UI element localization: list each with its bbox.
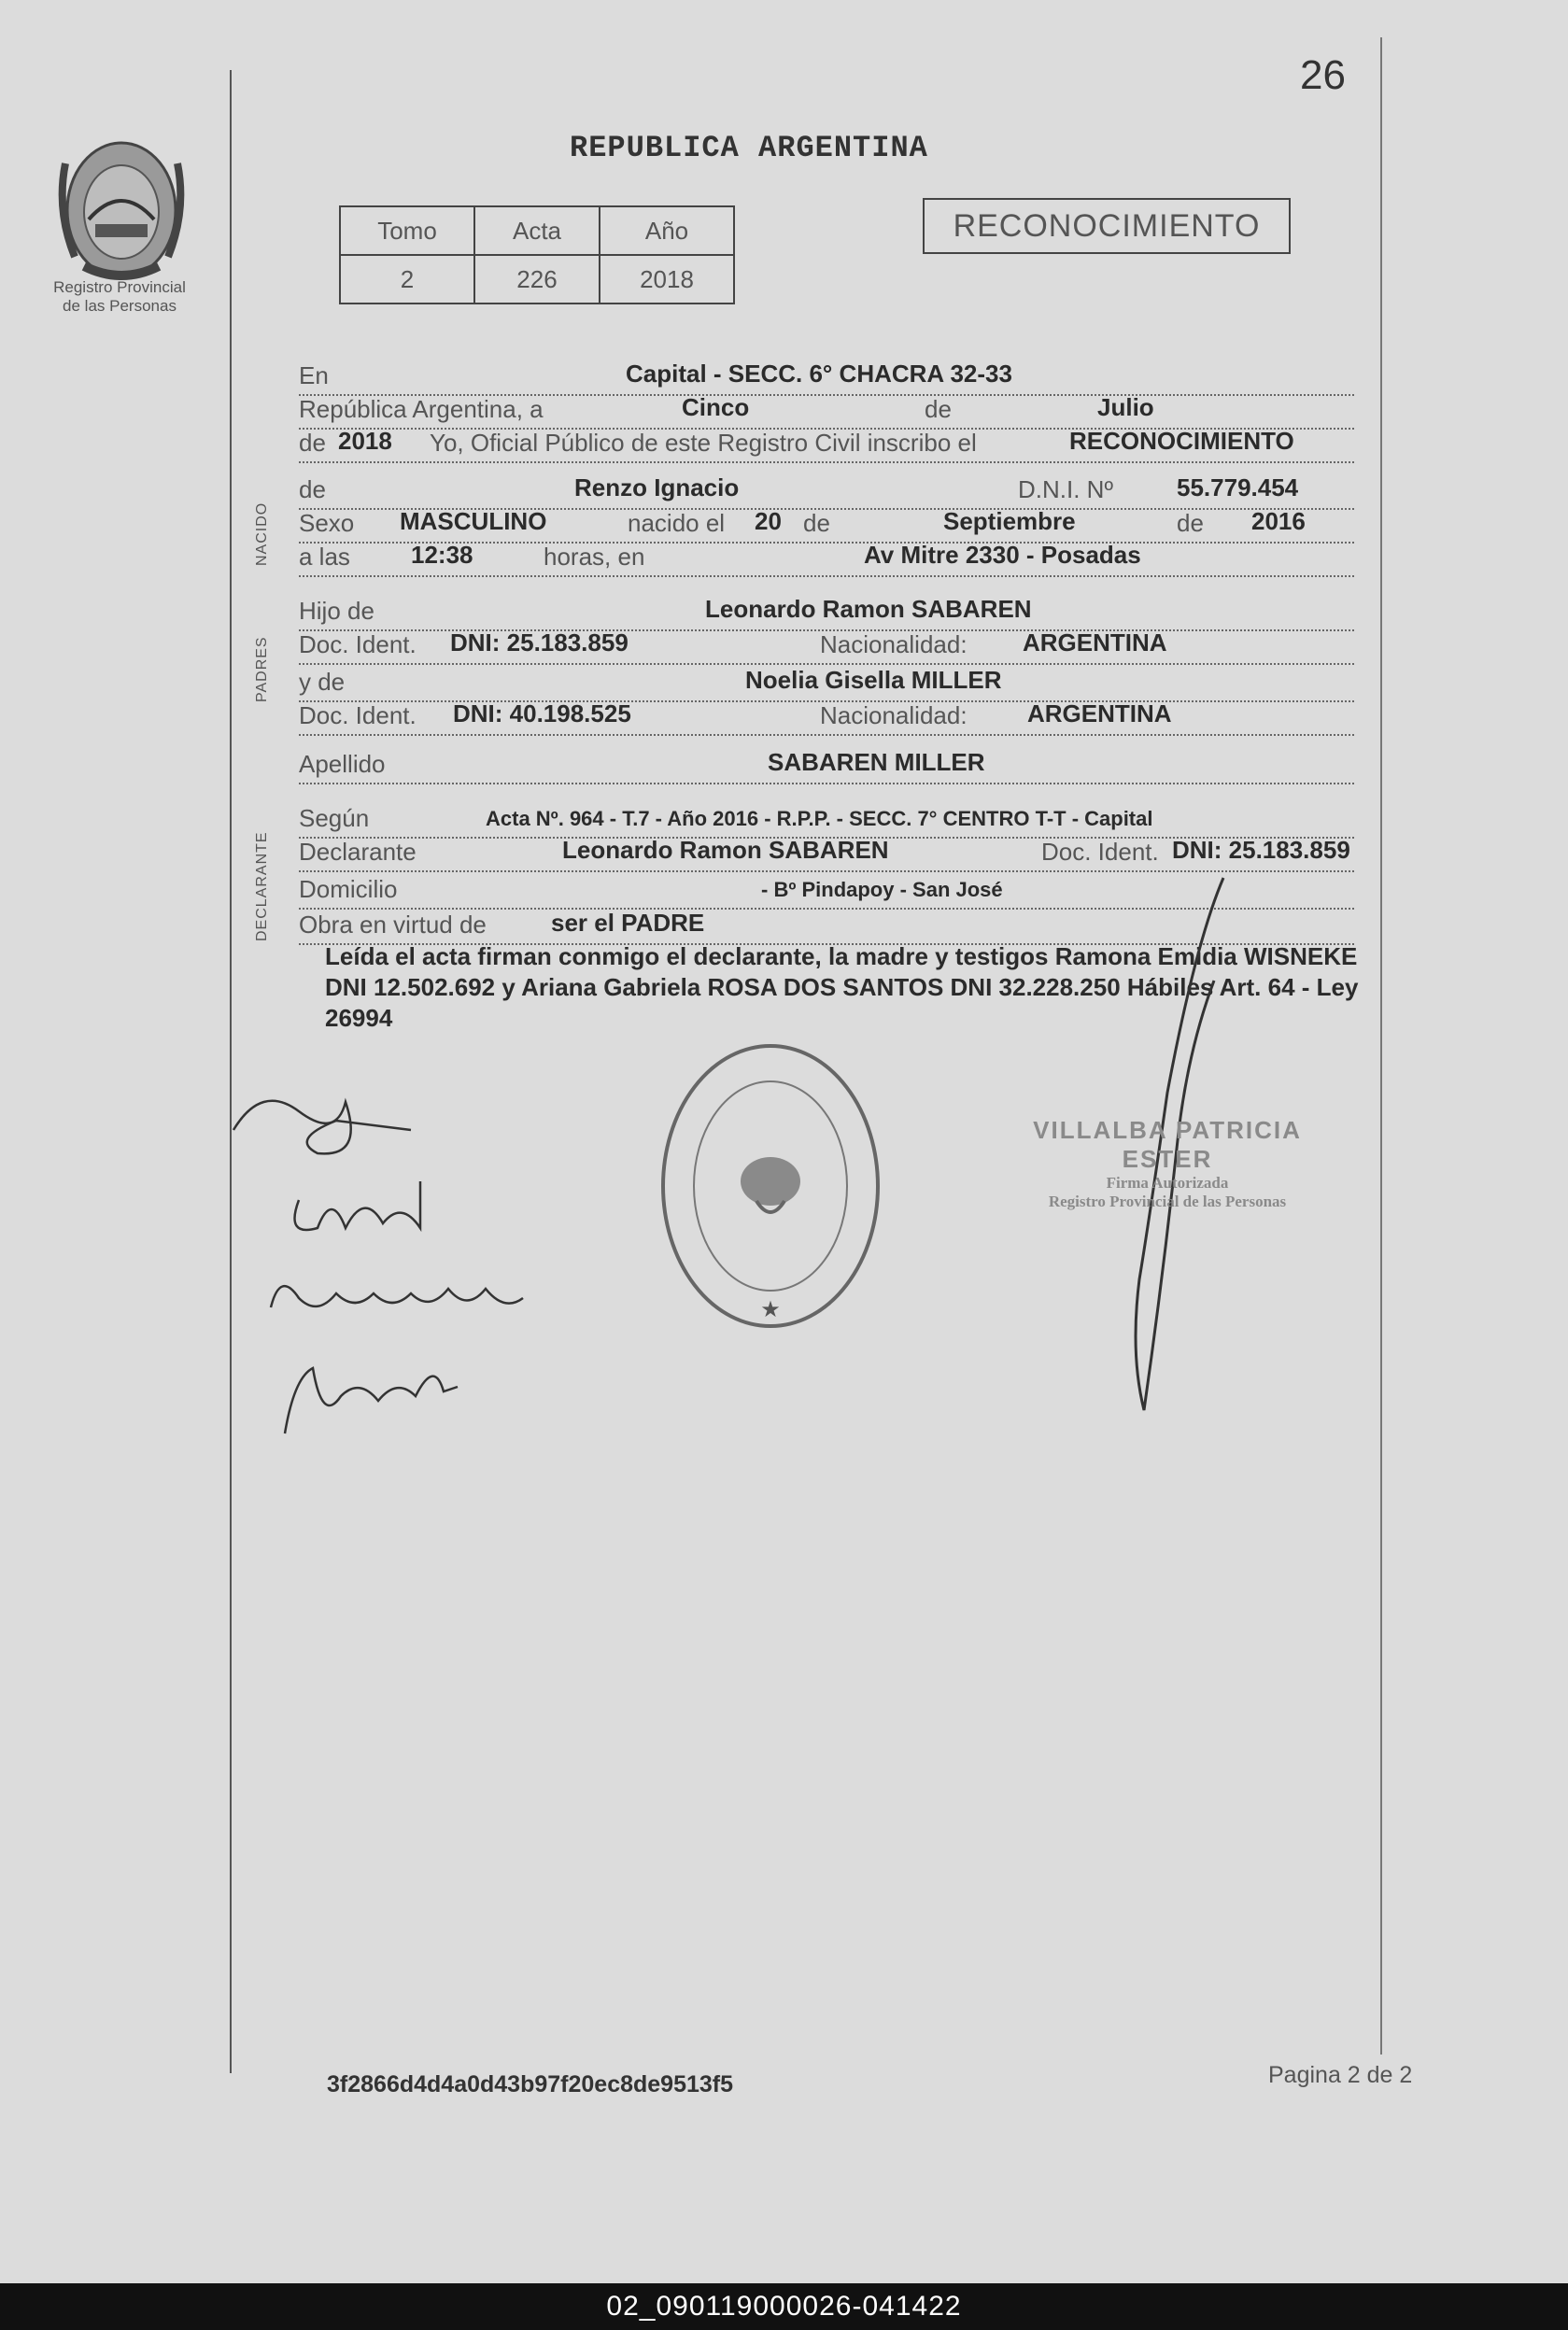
row-padre: [299, 595, 1354, 631]
page-count: Pagina 2 de 2: [1268, 2062, 1413, 2088]
register-table: [339, 205, 735, 304]
row-anio-inscribo: [299, 427, 1354, 463]
left-margin-line: [230, 70, 232, 2073]
label-madre-nacionalidad: Nacionalidad:: [820, 701, 968, 729]
label-nac-de: de: [803, 509, 830, 537]
officer-stamp: [990, 1116, 1345, 1211]
side-label-padres: PADRES: [254, 636, 270, 702]
row-hora-lugar: [299, 541, 1354, 577]
page-number: 26: [1300, 52, 1346, 98]
value-lugar-inscripcion: Capital - SECC. 6° CHACRA 32-33: [626, 360, 1012, 388]
value-dni: 55.779.454: [1177, 473, 1299, 501]
label-padre-doc: Doc. Ident.: [299, 630, 417, 658]
label-padre-nacionalidad: Nacionalidad:: [820, 630, 968, 658]
label-horas-en: horas, en: [544, 543, 645, 571]
witness-ramona-signature: [261, 1261, 542, 1326]
logo-caption-line-1: Registro Provincial: [53, 278, 186, 296]
label-nacido-el: nacido el: [628, 509, 726, 537]
svg-text:★: ★: [760, 1296, 781, 1322]
register-value-tomo: 2: [340, 255, 474, 304]
logo-caption: [35, 278, 204, 316]
logo-caption-line-2: de las Personas: [63, 297, 177, 315]
value-nombre: Renzo Ignacio: [574, 473, 740, 501]
register-value-acta: 226: [474, 255, 600, 304]
label-inscribo: Yo, Oficial Público de este Registro Civil inscribo el: [430, 429, 977, 457]
row-declarante: [299, 836, 1354, 872]
value-tipo-inscripcion: RECONOCIMIENTO: [1069, 427, 1294, 455]
label-y-de: y de: [299, 668, 346, 696]
label-a-las: a las: [299, 543, 350, 571]
label-en: En: [299, 361, 329, 389]
value-nac-anio: 2016: [1251, 507, 1306, 535]
label-madre-doc: Doc. Ident.: [299, 701, 417, 729]
value-madre-doc: DNI: 40.198.525: [453, 699, 631, 727]
label-hijo-de: Hijo de: [299, 597, 374, 625]
official-seal: [654, 1037, 887, 1335]
register-header-tomo: Tomo: [340, 206, 474, 255]
label-segun: Según: [299, 804, 370, 832]
value-madre: Noelia Gisella MILLER: [745, 666, 1002, 694]
value-declarante-doc: DNI: 25.183.859: [1172, 836, 1350, 864]
value-padre-doc: DNI: 25.183.859: [450, 628, 629, 657]
value-anio: 2018: [338, 427, 392, 455]
label-republica: República Argentina, a: [299, 395, 544, 423]
mother-signature: [280, 1172, 439, 1247]
value-nac-dia: 20: [755, 507, 782, 535]
row-en: [299, 362, 1354, 396]
row-segun: [299, 805, 1354, 839]
label-sexo: Sexo: [299, 509, 355, 537]
register-value-anio: 2018: [600, 255, 734, 304]
label-declarante: Declarante: [299, 838, 417, 866]
officer-name: VILLALBA PATRICIA ESTER: [1033, 1116, 1302, 1173]
footer-id-bar: 02_090119000026-041422: [0, 2283, 1568, 2330]
officer-office: Registro Provincial de las Personas: [1048, 1193, 1287, 1210]
register-header-acta: Acta: [474, 206, 600, 255]
value-hora: 12:38: [411, 541, 473, 569]
value-padre: Leonardo Ramon SABAREN: [705, 595, 1032, 623]
row-madre: [299, 666, 1354, 702]
value-padre-nacionalidad: ARGENTINA: [1023, 628, 1167, 657]
label-domicilio: Domicilio: [299, 875, 398, 903]
label-declarante-doc: Doc. Ident.: [1041, 838, 1159, 866]
row-republica: [299, 393, 1354, 430]
value-madre-nacionalidad: ARGENTINA: [1027, 699, 1172, 727]
value-nac-mes: Septiembre: [943, 507, 1076, 535]
row-apellido: [299, 748, 1354, 784]
value-segun: Acta Nº. 964 - T.7 - Año 2016 - R.P.P. - SECC. 7° CENTRO T-T - Capital: [486, 807, 1153, 830]
value-apellido: SABAREN MILLER: [768, 748, 985, 776]
label-dni: D.N.I. Nº: [1018, 475, 1113, 503]
label-de: de: [925, 395, 952, 423]
label-nac-de-2: de: [1177, 509, 1204, 537]
value-sexo: MASCULINO: [400, 507, 547, 535]
value-declarante: Leonardo Ramon SABAREN: [562, 836, 889, 864]
officer-title: Firma Autorizada: [1106, 1174, 1229, 1192]
row-nombre: [299, 473, 1354, 510]
document-hash: 3f2866d4d4a0d43b97f20ec8de9513f5: [327, 2071, 734, 2097]
closing-statement: Leída el acta firman conmigo el declarante, la madre y testigos Ramona Emidia WISNEKE DNI 12.502.692 y Ariana Gabriela ROSA DOS SANTOS DNI 32.228.250 Hábiles Art. 64 - Ley 26994: [325, 942, 1359, 1032]
witness-ariana-signature: [275, 1340, 472, 1443]
declarant-signature: [224, 1074, 430, 1167]
value-mes: Julio: [1097, 393, 1154, 421]
label-obra: Obra en virtud de: [299, 911, 487, 939]
act-type-box: RECONOCIMIENTO: [923, 198, 1291, 254]
label-apellido: Apellido: [299, 750, 386, 778]
register-header-anio: Año: [600, 206, 734, 255]
document-title: REPUBLICA ARGENTINA: [570, 131, 928, 165]
value-dia: Cinco: [682, 393, 750, 421]
value-domicilio: - Bº Pindapoy - San José: [761, 878, 1003, 901]
value-obra: ser el PADRE: [551, 909, 705, 937]
side-label-nacido: NACIDO: [254, 501, 270, 566]
right-margin-line: [1380, 37, 1382, 2055]
label-de-2: de: [299, 429, 326, 457]
value-lugar-nacimiento: Av Mitre 2330 - Posadas: [864, 541, 1141, 569]
row-padre-doc: [299, 628, 1354, 665]
row-madre-doc: [299, 699, 1354, 736]
label-de-3: de: [299, 475, 326, 503]
row-sexo: [299, 507, 1354, 544]
side-label-declarante: DECLARANTE: [254, 831, 270, 941]
